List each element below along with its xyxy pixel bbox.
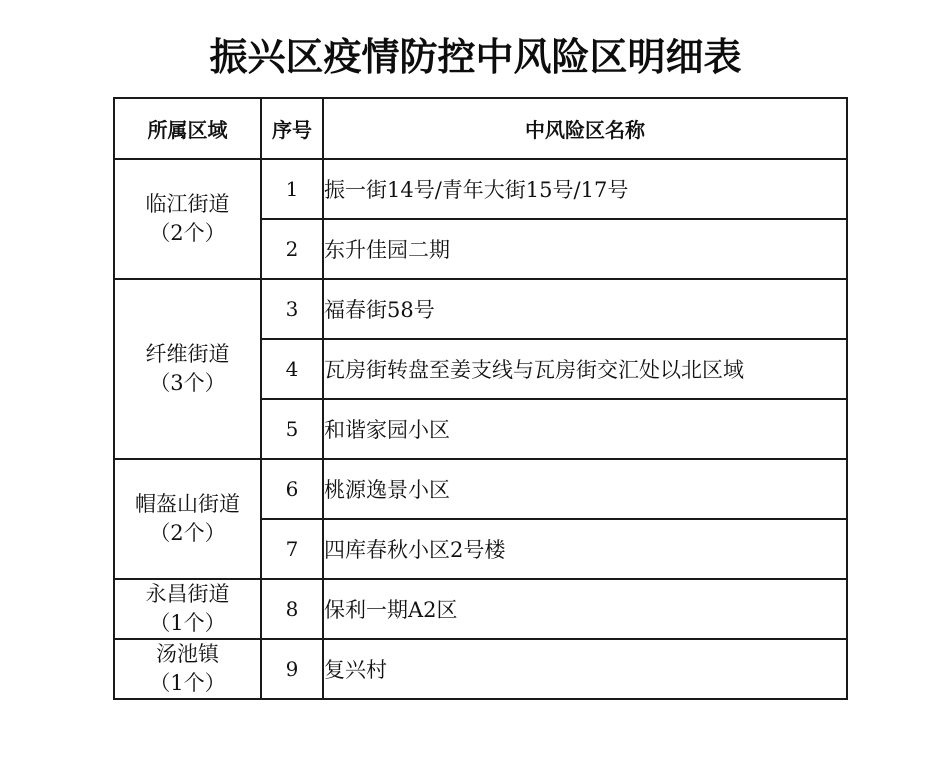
table-row bbox=[114, 159, 847, 219]
region-cell bbox=[114, 159, 261, 279]
region-cell bbox=[114, 459, 261, 579]
region-name: 临江街道 bbox=[145, 192, 230, 216]
area-cell: 瓦房街转盘至姜支线与瓦房街交汇处以北区域 bbox=[323, 339, 847, 399]
region-count: （3个） bbox=[149, 371, 226, 395]
region-cell bbox=[114, 579, 261, 639]
region-name: 汤池镇 bbox=[156, 642, 219, 666]
seq-cell: 9 bbox=[261, 639, 323, 699]
seq-cell: 7 bbox=[261, 519, 323, 579]
region-count: （1个） bbox=[149, 671, 226, 695]
seq-cell: 4 bbox=[261, 339, 323, 399]
region-count: （1个） bbox=[149, 611, 226, 635]
header-region: 所属区域 bbox=[114, 98, 261, 159]
risk-area-table bbox=[113, 97, 848, 700]
seq-cell: 3 bbox=[261, 279, 323, 339]
area-cell: 保利一期A2区 bbox=[323, 579, 847, 639]
table-row bbox=[114, 579, 847, 639]
area-cell: 复兴村 bbox=[323, 639, 847, 699]
area-cell: 振一街14号/青年大街15号/17号 bbox=[323, 159, 847, 219]
region-count: （2个） bbox=[149, 221, 226, 245]
area-cell: 桃源逸景小区 bbox=[323, 459, 847, 519]
area-cell: 四库春秋小区2号楼 bbox=[323, 519, 847, 579]
seq-cell: 8 bbox=[261, 579, 323, 639]
table-row bbox=[114, 459, 847, 519]
header-seq: 序号 bbox=[261, 98, 323, 159]
table-header-row bbox=[114, 98, 847, 159]
page-title: 振兴区疫情防控中风险区明细表 bbox=[209, 35, 742, 79]
region-name: 纤维街道 bbox=[145, 342, 230, 366]
area-cell: 东升佳园二期 bbox=[323, 219, 847, 279]
seq-cell: 5 bbox=[261, 399, 323, 459]
region-name: 帽盔山街道 bbox=[135, 492, 240, 516]
header-area: 中风险区名称 bbox=[323, 98, 847, 159]
region-count: （2个） bbox=[149, 521, 226, 545]
seq-cell: 1 bbox=[261, 159, 323, 219]
area-cell: 和谐家园小区 bbox=[323, 399, 847, 459]
region-name: 永昌街道 bbox=[145, 582, 230, 606]
region-cell bbox=[114, 279, 261, 459]
region-cell bbox=[114, 639, 261, 699]
table-row bbox=[114, 279, 847, 339]
area-cell: 福春街58号 bbox=[323, 279, 847, 339]
table-row bbox=[114, 639, 847, 699]
seq-cell: 6 bbox=[261, 459, 323, 519]
seq-cell: 2 bbox=[261, 219, 323, 279]
